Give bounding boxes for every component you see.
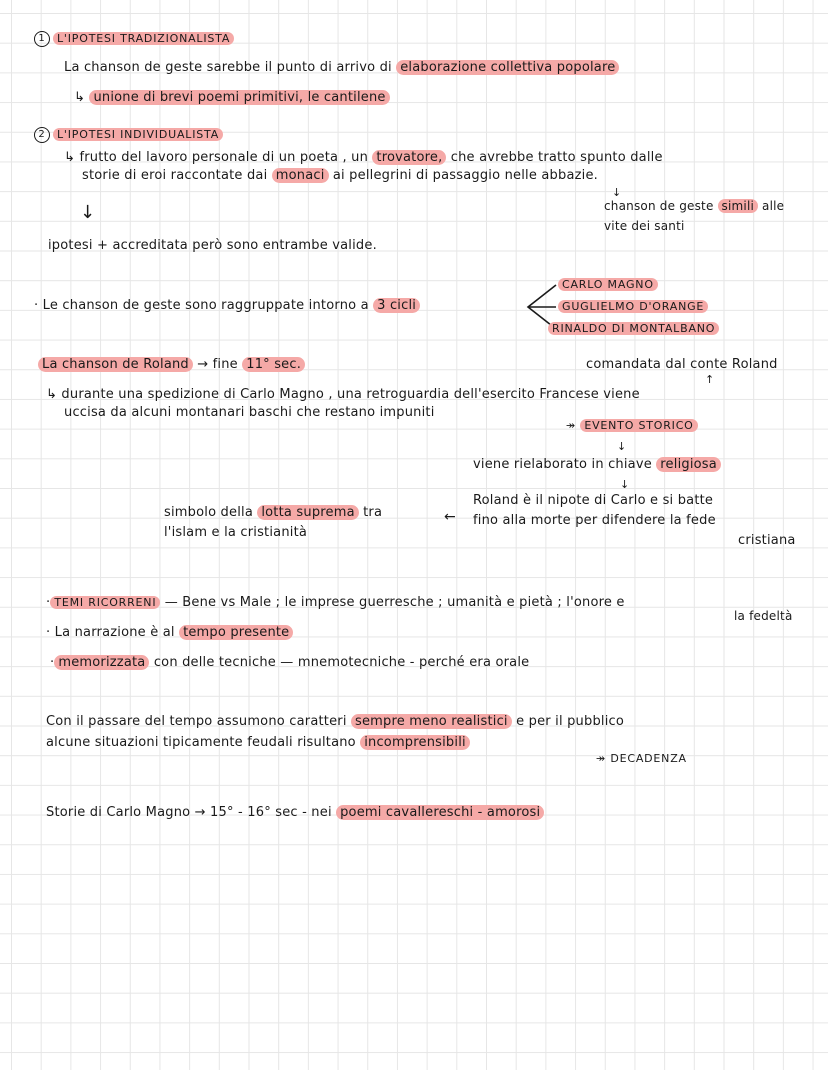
text: e per il pubblico [516,714,625,729]
highlight: incomprensibili [360,735,470,750]
roland-desc-1: Roland è il nipote di Carlo e si batte [473,493,714,508]
themes-bullet1-cont: la fedeltà [734,609,793,623]
text: Con il passare del tempo assumono caratteri [46,714,347,729]
curved-arrow-icon: ↳ [74,90,86,105]
highlight: 3 cicli [373,298,420,313]
text: frutto del lavoro personale di un poeta , un [79,150,369,165]
side-note-line1 [604,198,784,214]
cycle-item [558,299,708,315]
cycle-item [548,321,719,337]
section2-line2 [82,168,598,184]
text: · La narrazione è al [46,625,175,640]
religious-line [473,457,721,473]
roland-desc-3: cristiana [738,533,796,548]
section1-line2 [74,90,390,106]
text: Storie di Carlo Magno → 15° - 16° sec - nei [46,805,332,820]
text: storie di eroi raccontate dai [82,168,268,183]
arrow-up-icon: ↑ [705,373,715,386]
highlight: monaci [272,168,329,183]
highlight: elaborazione collettiva popolare [396,60,619,75]
side-note-line2: vite dei santi [604,219,685,233]
highlight: religiosa [656,457,721,472]
highlight: EVENTO STORICO [580,419,697,432]
text: tra [363,505,383,520]
themes-bullet3: · memorizzata con delle tecniche — mnemotecniche - perché era orale [50,655,530,670]
themes-bullet2 [46,625,293,641]
section2-line1 [64,150,663,166]
themes-bullet1: · TEMI RICORRENI — Bene vs Male ; le imprese guerresche ; umanità e pietà ; l'onore e [46,595,625,610]
roland-line1: ↳ durante una spedizione di Carlo Magno , una retroguardia dell'esercito Francese viene [46,387,640,402]
symbol-line2: l'islam e la cristianità [164,525,308,540]
highlight: 11° sec. [242,357,305,372]
text: · Le chanson de geste sono raggruppate intorno a [34,298,369,313]
highlight: TEMI RICORRENI [50,596,160,609]
number-badge: 2 [34,127,50,143]
curved-arrow-icon: ↳ [64,150,76,165]
arrow-down-icon: ↓ [80,202,96,223]
text: viene rielaborato in chiave [473,457,652,472]
arrow-down-icon: ↓ [617,440,627,453]
later-line [46,805,544,821]
highlight: lotta suprema [257,505,358,520]
arrow-down-icon: ↓ [612,186,622,199]
section2-conclusion: ipotesi + accreditata però sono entrambe valide. [48,238,377,253]
highlight: unione di brevi poemi primitivi, le cantilene [89,90,389,105]
highlight: sempre meno realistici [351,714,512,729]
text: chanson de geste [604,199,714,213]
decline-line2 [46,735,470,751]
symbol-line1 [164,505,382,521]
section1-heading [34,31,234,47]
text: che avrebbe tratto spunto dalle [450,150,663,165]
text: alle [762,199,785,213]
roland-note-top: comandata dal conte Roland [586,357,778,372]
highlight: trovatore, [372,150,446,165]
section2-title: L'IPOTESI INDIVIDUALISTA [53,128,223,141]
highlight: poemi cavallereschi - amorosi [336,805,544,820]
highlight: RINALDO DI MONTALBANO [548,322,719,335]
arrow-down-icon: ↓ [620,478,630,491]
text: ai pellegrini di passaggio nelle abbazie. [332,168,598,183]
text: con delle tecniche — mnemotecniche - perché era orale [153,655,530,670]
section2-heading [34,127,223,143]
number-badge: 1 [34,31,50,47]
highlight: memorizzata [54,655,149,670]
text: → fine [197,357,238,372]
text: simbolo della [164,505,253,520]
cycle-item [558,277,658,293]
arrow-left-icon: ← [444,509,456,525]
text: La chanson de geste sarebbe il punto di arrivo di [64,60,392,75]
highlight: tempo presente [179,625,293,640]
cycles-line [34,298,420,314]
roland-line2: uccisa da alcuni montanari baschi che restano impuniti [64,405,435,420]
text: alcune situazioni tipicamente feudali risultano [46,735,356,750]
text: — Bene vs Male ; le imprese guerresche ; umanità e pietà ; l'onore e [164,595,625,610]
decline-result: ↠ DECADENZA [596,752,687,765]
roland-desc-2: fino alla morte per difendere la fede [473,513,716,528]
decline-line1 [46,714,624,730]
roland-title [38,357,305,373]
highlight: GUGLIELMO D'ORANGE [558,300,708,313]
event-line [566,418,698,434]
section1-title: L'IPOTESI TRADIZIONALISTA [53,32,234,45]
highlight: CARLO MAGNO [558,278,658,291]
highlight: La chanson de Roland [38,357,193,372]
highlight: simili [718,199,758,213]
section1-line1 [64,60,619,76]
arrow-icon: ↠ [566,419,577,432]
